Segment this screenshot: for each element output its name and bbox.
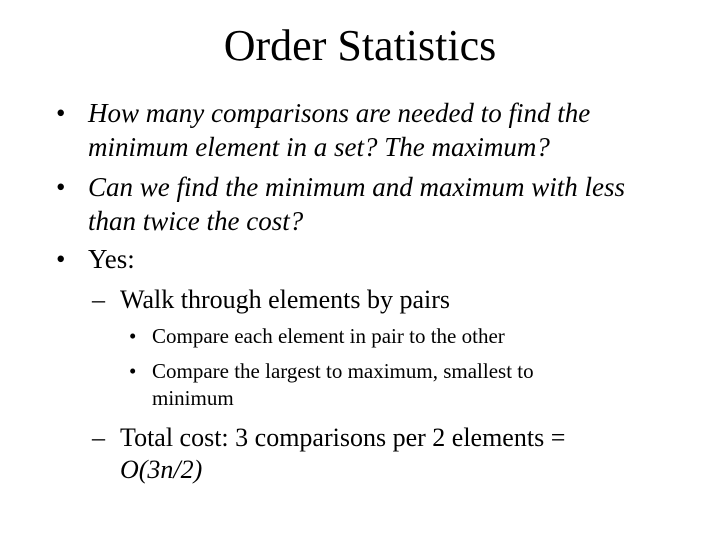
bullet-marker: • <box>129 324 137 348</box>
sub-sub-bullet-2-line-1: Compare the largest to maximum, smallest to <box>152 359 534 383</box>
bullet-marker: • <box>56 98 66 128</box>
sub-bullet-total-cost <box>92 422 566 486</box>
bullet-2-line-2: than twice the cost? <box>88 206 304 236</box>
sub-sub-bullet-1 <box>129 323 505 350</box>
bullet-1 <box>56 96 591 164</box>
bullet-marker: • <box>56 172 66 202</box>
bullet-2-line-1: Can we find the minimum and maximum with less <box>88 172 625 202</box>
bullet-3 <box>56 242 135 276</box>
sub-bullet-total-cost-line-2: O(3n/2) <box>120 455 203 484</box>
bullet-2 <box>56 170 625 238</box>
bullet-marker: • <box>56 244 66 274</box>
bullet-marker: • <box>129 359 137 383</box>
sub-bullet-total-cost-line-1: Total cost: 3 comparisons per 2 elements = <box>120 423 566 452</box>
bullet-1-line-2: minimum element in a set? The maximum? <box>88 132 550 162</box>
slide-title: Order Statistics <box>223 21 497 70</box>
sub-sub-bullet-1-text: Compare each element in pair to the other <box>152 324 505 348</box>
sub-sub-bullet-2 <box>129 358 534 412</box>
dash-marker: – <box>92 423 105 452</box>
dash-marker: – <box>92 285 105 314</box>
sub-sub-bullet-2-line-2: minimum <box>152 386 234 410</box>
sub-bullet-walk-text: Walk through elements by pairs <box>120 285 451 314</box>
bullet-1-line-1: How many comparisons are needed to find the <box>88 98 591 128</box>
sub-bullet-walk <box>92 284 451 316</box>
bullet-3-text: Yes: <box>88 244 135 274</box>
